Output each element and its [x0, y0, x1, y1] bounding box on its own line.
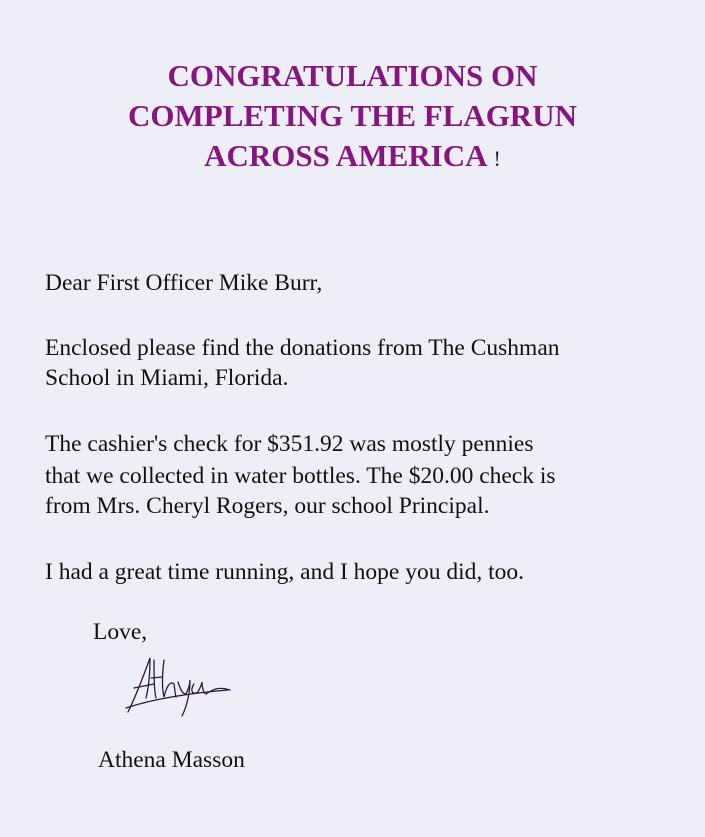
paragraph-1-line-2: School in Miami, Florida.: [45, 365, 289, 391]
title-line-2: COMPLETING THE FLAGRUN: [128, 98, 577, 133]
title-line-3: [0, 136, 705, 179]
salutation: Dear First Officer Mike Burr,: [45, 270, 323, 296]
paragraph-1-line-1: Enclosed please find the donations from The Cushman: [45, 335, 560, 361]
paragraph-3: I had a great time running, and I hope you did, too.: [45, 559, 525, 585]
title-line-1: CONGRATULATIONS ON: [167, 58, 538, 93]
title-line-3-text: ACROSS AMERICA: [204, 138, 486, 173]
signer-name: Athena Masson: [98, 747, 245, 773]
paragraph-2-line-1: The cashier's check for $351.92 was mostly pennies: [45, 431, 534, 457]
paragraph-2-line-2: that we collected in water bottles. The $20.00 check is: [45, 463, 556, 489]
closing: Love,: [93, 619, 148, 645]
signature: [120, 650, 240, 720]
paragraph-2-line-3: from Mrs. Cheryl Rogers, our school Principal.: [45, 493, 490, 519]
title-exclamation: !: [493, 146, 501, 171]
